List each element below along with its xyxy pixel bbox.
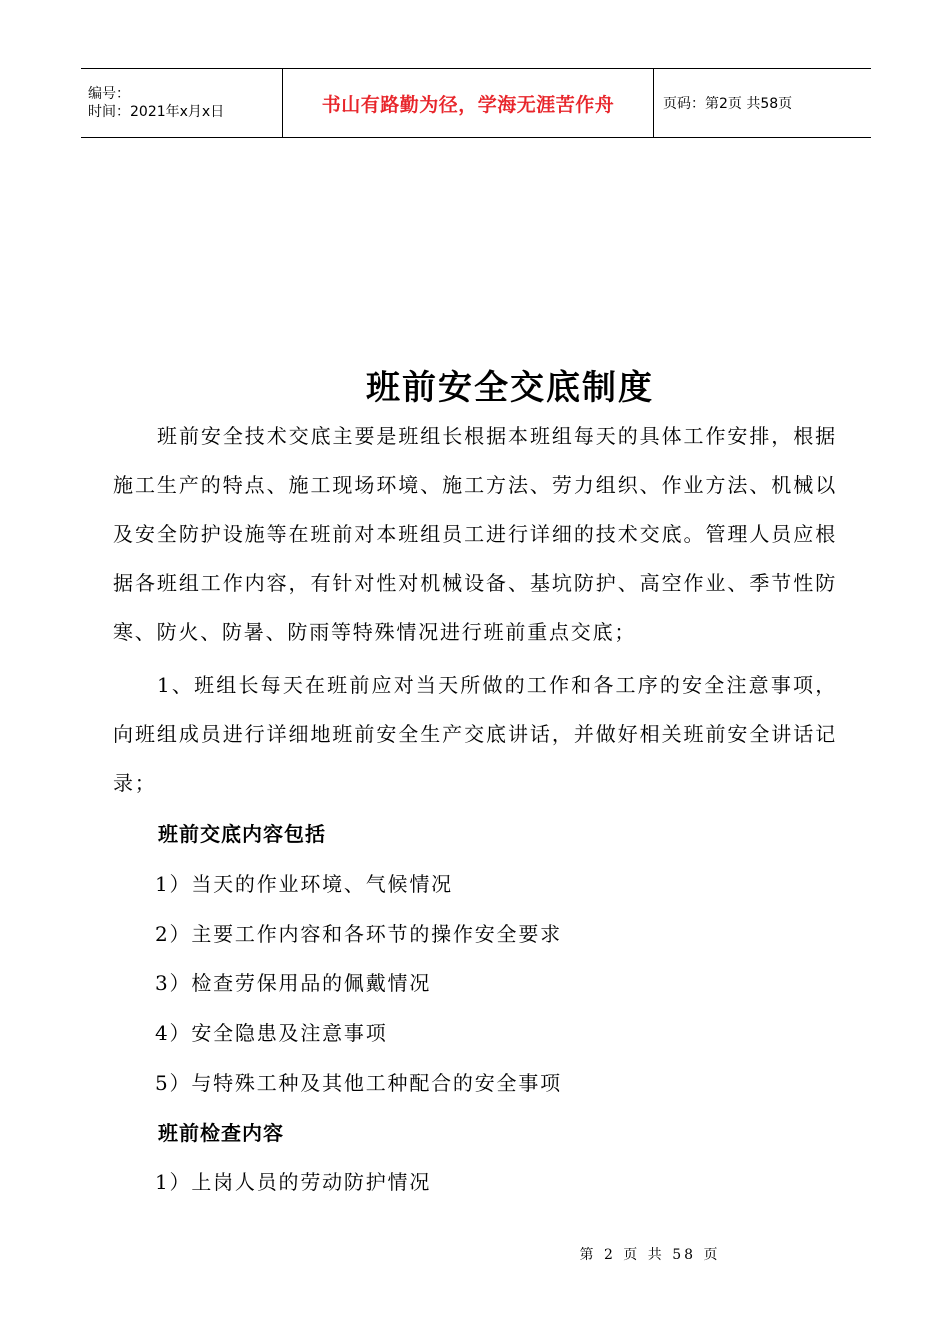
list-item: 1）当天的作业环境、气候情况	[155, 872, 453, 896]
list-item: 3）检查劳保用品的佩戴情况	[155, 971, 432, 995]
time-label: 时间：2021年x月x日	[88, 104, 225, 120]
section-heading-inspection: 班前检查内容	[158, 1121, 284, 1145]
page-footer: 第 2 页 共 58 页	[579, 1247, 721, 1263]
section-heading-briefing: 班前交底内容包括	[158, 822, 326, 846]
list-item: 4）安全隐患及注意事项	[155, 1021, 388, 1045]
page-code-text: 页码：第2页 共58页	[663, 96, 793, 112]
document-header	[81, 68, 871, 138]
header-page-code	[654, 69, 871, 137]
list-item: 2）主要工作内容和各环节的操作安全要求	[155, 922, 562, 946]
motto-text: 书山有路勤为径，学海无涯苦作舟	[321, 93, 615, 116]
intro-paragraph: 班前安全技术交底主要是班组长根据本班组每天的具体工作安排，根据施工生产的特点、施工现场环境、施工方法、劳力组织、作业方法、机械以及安全防护设施等在班前对本班组员工进行详细的技术交底。管理人员应根据各班组工作内容，有针对性对机械设备、基坑防护、高空作业、季节性防寒、防火、防暑、防雨等特殊情况进行班前重点交底；	[113, 424, 837, 644]
number-label: 编号：	[88, 86, 130, 102]
document-title: 班前安全交底制度	[366, 368, 654, 408]
rule-1-paragraph: 1、班组长每天在班前应对当天所做的工作和各工序的安全注意事项，向班组成员进行详细地班前安全生产交底讲话，并做好相关班前安全讲话记录；	[113, 673, 837, 795]
list-item: 5）与特殊工种及其他工种配合的安全事项	[155, 1071, 562, 1095]
header-meta	[81, 69, 282, 137]
header-motto-cell	[282, 69, 654, 137]
list-item: 1）上岗人员的劳动防护情况	[155, 1170, 432, 1194]
